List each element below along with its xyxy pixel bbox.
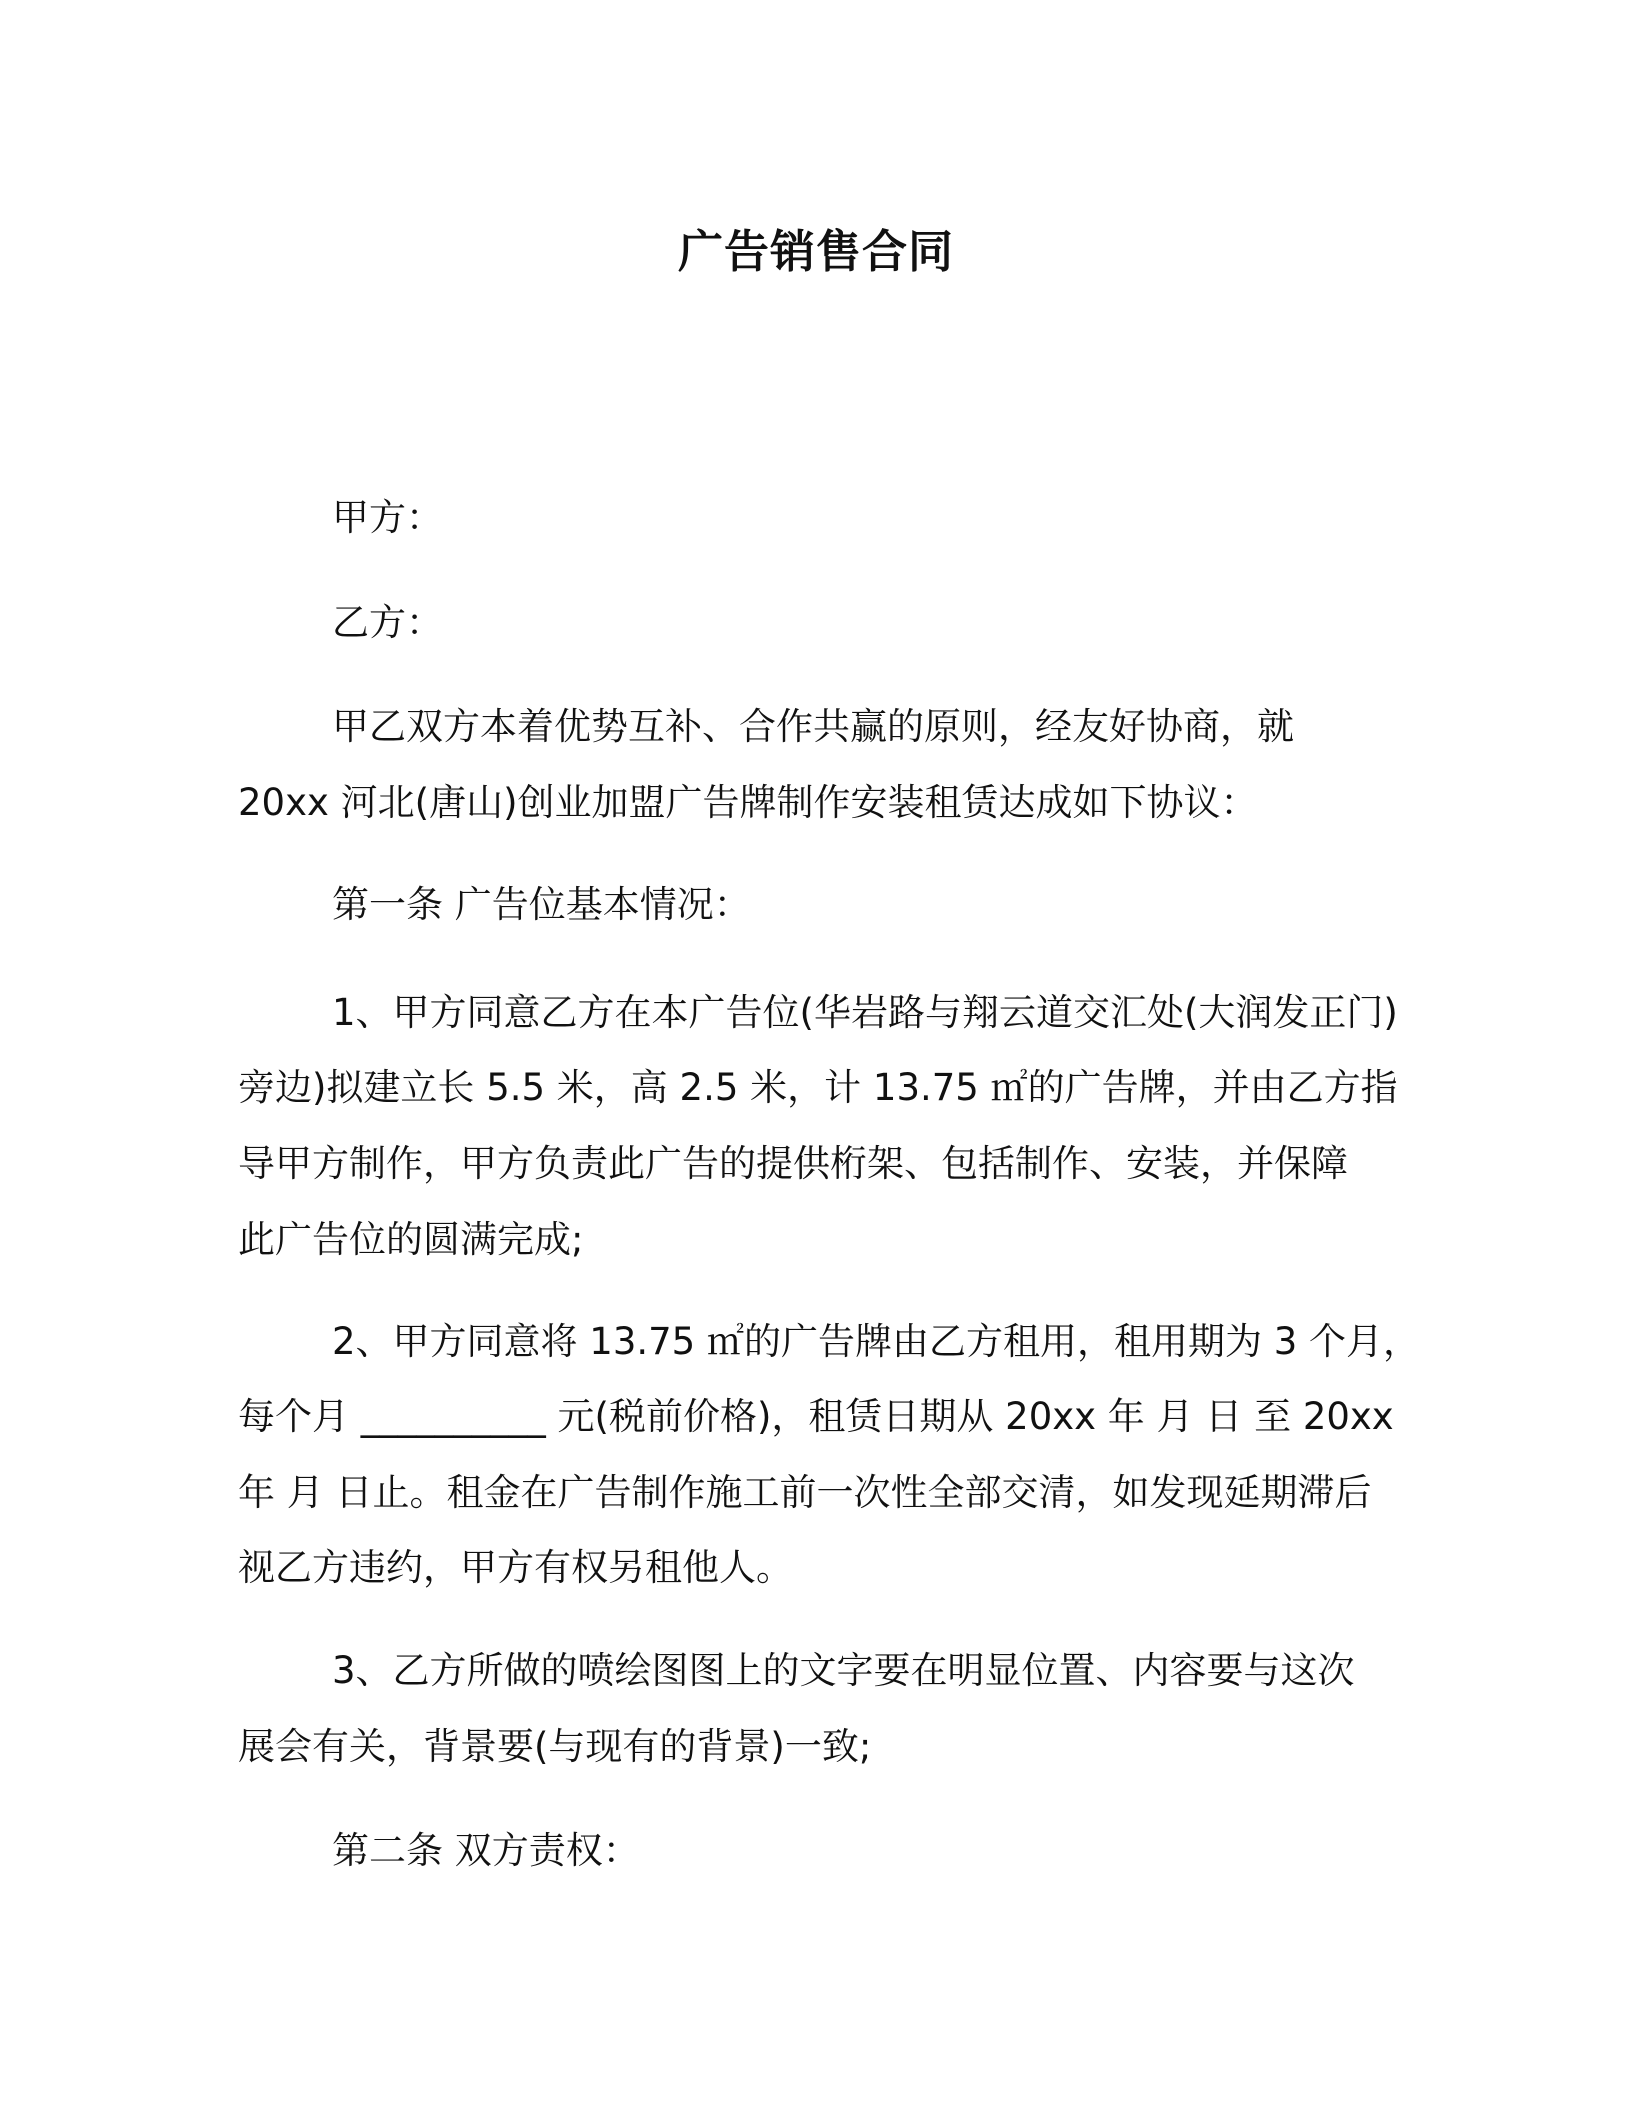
document-title: 广告销售合同 [677,225,954,278]
clause2-line-3: 年 月 日止。租金在广告制作施工前一次性全部交清，如发现延期滞后 [238,1471,1372,1514]
clause2-line-4: 视乙方违约，甲方有权另租他人。 [238,1546,793,1589]
clause1-line-2: 旁边)拟建立长 5.5 米，高 2.5 米，计 13.75 ㎡的广告牌，并由乙方指 [238,1066,1398,1109]
party-b-label: 乙方： [332,601,443,644]
clause2-line-1: 2、甲方同意将 13.75 ㎡的广告牌由乙方租用，租用期为 3 个月， [332,1320,1421,1363]
clause1-line-1: 1、甲方同意乙方在本广告位(华岩路与翔云道交汇处(大润发正门) [332,991,1398,1034]
party-a-label: 甲方： [332,496,443,539]
clause3-line-1: 3、乙方所做的喷绘图图上的文字要在明显位置、内容要与这次 [332,1649,1355,1692]
clause1-line-3: 导甲方制作，甲方负责此广告的提供桁架、包括制作、安装，并保障 [238,1142,1348,1185]
clause1-line-4: 此广告位的圆满完成; [238,1218,584,1261]
intro-line-2: 20xx 河北(唐山)创业加盟广告牌制作安装租赁达成如下协议： [238,781,1258,824]
clause2-line-2: 每个月 __________ 元(税前价格)，租赁日期从 20xx 年 月 日 至 20xx [238,1395,1394,1438]
article2-heading: 第二条 双方责权： [332,1829,640,1872]
intro-line-1: 甲乙双方本着优势互补、合作共赢的原则，经友好协商，就 [332,705,1294,748]
article1-heading: 第一条 广告位基本情况： [332,883,751,926]
clause3-line-2: 展会有关，背景要(与现有的背景)一致; [238,1725,872,1768]
